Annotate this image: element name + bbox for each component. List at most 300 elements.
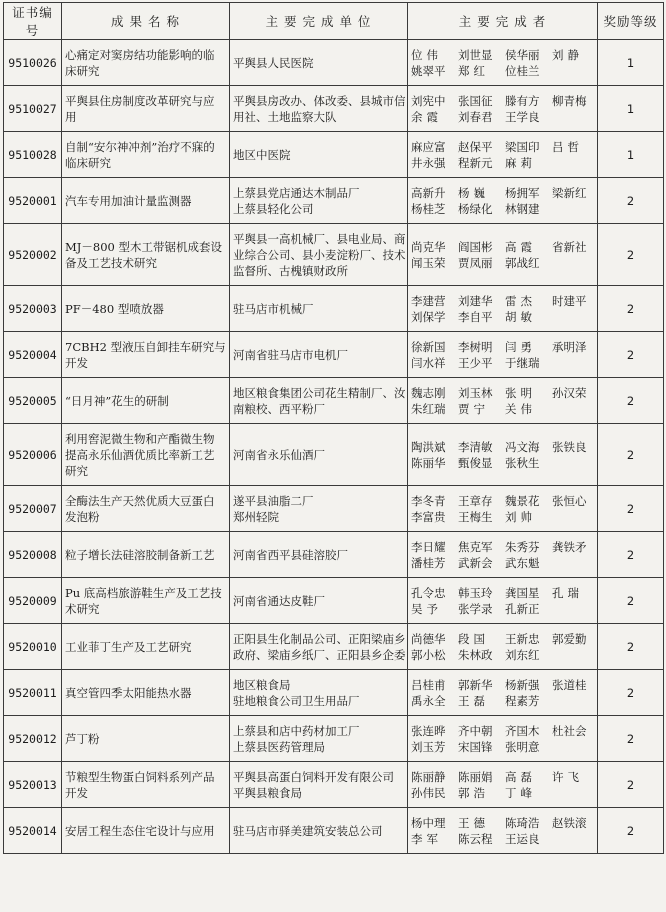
completer-name: 刘静 <box>552 47 583 62</box>
completer-name: 麻应富 <box>411 139 446 154</box>
completing-unit <box>230 532 408 578</box>
completing-unit-line: 上蔡县和店中药材加工厂 <box>233 723 360 738</box>
completers <box>408 40 598 86</box>
completing-unit <box>230 224 408 286</box>
completer-name: 杨新强 <box>505 677 540 692</box>
project-name <box>62 486 230 532</box>
completers <box>408 286 598 332</box>
completer-name: 梁国印 <box>505 139 540 154</box>
completer-name: 齐中朝 <box>458 723 493 738</box>
completer-name: 孙汉荣 <box>552 385 587 400</box>
completing-unit <box>230 424 408 486</box>
completers-line <box>411 585 594 601</box>
award-level: 2 <box>598 378 664 424</box>
table-row <box>4 624 664 670</box>
completer-name: 焦克军 <box>458 539 493 554</box>
completers-line <box>411 647 594 663</box>
completers <box>408 224 598 286</box>
completers-line <box>411 769 594 785</box>
completer-name: 武新会 <box>458 555 493 570</box>
project-name-line: 开发 <box>65 785 88 800</box>
completing-unit <box>230 332 408 378</box>
completer-name: 段国 <box>458 631 489 646</box>
award-level: 2 <box>598 808 664 854</box>
completing-unit-line: 上蔡县轻化公司 <box>233 201 314 216</box>
award-level: 2 <box>598 624 664 670</box>
project-name <box>62 424 230 486</box>
cert-number: 9520010 <box>4 624 62 670</box>
table-row <box>4 578 664 624</box>
project-name-line: 开发 <box>65 355 88 370</box>
completer-name: 魏景花 <box>505 493 540 508</box>
completers-line <box>411 239 594 255</box>
award-level: 2 <box>598 286 664 332</box>
project-name-line: 平舆县住房制度改革研究与应 <box>65 93 215 108</box>
completer-name: 林钢建 <box>505 201 540 216</box>
completer-name: 滕有方 <box>505 93 540 108</box>
table-row <box>4 670 664 716</box>
cert-number: 9510026 <box>4 40 62 86</box>
completers-line <box>411 155 594 171</box>
completer-name: 胡敏 <box>505 309 536 324</box>
award-level: 2 <box>598 762 664 808</box>
header-people: 主 要 完 成 者 <box>408 3 598 40</box>
completing-unit-line: 地区粮食集团公司花生精制厂、汝 <box>233 385 406 400</box>
completer-name: 禹永全 <box>411 693 446 708</box>
completers-line <box>411 493 594 509</box>
completer-name: 吕哲 <box>552 139 583 154</box>
completing-unit-line: 河南省驻马店市电机厂 <box>233 347 348 362</box>
completer-name: 杨中理 <box>411 815 446 830</box>
completer-name: 杜社会 <box>552 723 587 738</box>
table-row <box>4 486 664 532</box>
completer-name: 梁新红 <box>552 185 587 200</box>
project-name <box>62 532 230 578</box>
project-name-line: 自制“安尔神冲剂”治疗不寐的 <box>65 139 215 154</box>
cert-number: 9520005 <box>4 378 62 424</box>
completer-name: 麻莉 <box>505 155 536 170</box>
award-level: 2 <box>598 332 664 378</box>
project-name-line: MJ－800 型木工带锯机成套设 <box>65 239 222 254</box>
completer-name: 高霞 <box>505 239 536 254</box>
award-table <box>3 2 664 854</box>
completers-line <box>411 93 594 109</box>
completers-line <box>411 355 594 371</box>
project-name-line: 用 <box>65 109 77 124</box>
table-row <box>4 716 664 762</box>
completers-line <box>411 385 594 401</box>
project-name-line: 提高永乐仙酒优质比率新工艺 <box>65 447 215 462</box>
completing-unit-line: 上蔡县党店通达木制品厂 <box>233 185 360 200</box>
project-name-line: 心痛定对窦房结功能影响的临 <box>65 47 215 62</box>
completers-line <box>411 309 594 325</box>
project-name-line: 临床研究 <box>65 155 111 170</box>
project-name-line: 真空管四季太阳能热水器 <box>65 685 192 700</box>
completers-line <box>411 785 594 801</box>
completing-unit-line: 郑州轻院 <box>233 509 279 524</box>
project-name <box>62 332 230 378</box>
completers-line <box>411 255 594 271</box>
cert-number: 9520002 <box>4 224 62 286</box>
completers-line <box>411 693 594 709</box>
header-project: 成 果 名 称 <box>62 3 230 40</box>
completer-name: 闫勇 <box>505 339 536 354</box>
completer-name: 朱秀芬 <box>505 539 540 554</box>
completer-name: 郑红 <box>458 63 489 78</box>
completing-unit-line: 平舆县房改办、体改委、县城市信 <box>233 93 406 108</box>
completer-name: 朱红瑞 <box>411 401 446 416</box>
completer-name: 姚翠平 <box>411 63 446 78</box>
completer-name: 刘玉芳 <box>411 739 446 754</box>
completer-name: 王梅生 <box>458 509 493 524</box>
project-name <box>62 224 230 286</box>
completing-unit-line: 南粮校、西平粉厂 <box>233 401 325 416</box>
table-row <box>4 762 664 808</box>
completing-unit-line: 驻地粮食公司卫生用品厂 <box>233 693 360 708</box>
completing-unit <box>230 40 408 86</box>
completer-name: 齐国木 <box>505 723 540 738</box>
completer-name: 吴予 <box>411 601 442 616</box>
project-name-line: 术研究 <box>65 601 100 616</box>
completing-unit <box>230 378 408 424</box>
completer-name: 时建平 <box>552 293 587 308</box>
project-name-line: 研究 <box>65 463 88 478</box>
completer-name: 陶洪斌 <box>411 439 446 454</box>
completer-name: 王德 <box>458 815 489 830</box>
project-name <box>62 132 230 178</box>
completers <box>408 332 598 378</box>
table-row <box>4 224 664 286</box>
completing-unit <box>230 178 408 224</box>
award-level: 2 <box>598 486 664 532</box>
completing-unit <box>230 716 408 762</box>
completers-line <box>411 185 594 201</box>
completer-name: 吕桂甫 <box>411 677 446 692</box>
completer-name: 韩玉玲 <box>458 585 493 600</box>
completing-unit-line: 平舆县一高机械厂、县电业局、商 <box>233 231 406 246</box>
completer-name: 刘帅 <box>505 509 536 524</box>
project-name <box>62 808 230 854</box>
completer-name: 杨桂芝 <box>411 201 446 216</box>
cert-number: 9520008 <box>4 532 62 578</box>
completer-name: 张秋生 <box>505 455 540 470</box>
completer-name: 尚德华 <box>411 631 446 646</box>
completers <box>408 716 598 762</box>
completer-name: 许飞 <box>552 769 583 784</box>
completers-line <box>411 831 594 847</box>
project-name-line: 7CBH2 型液压自卸挂车研究与 <box>65 339 226 354</box>
project-name-line: Pu 底高档旅游鞋生产及工艺技 <box>65 585 222 600</box>
completer-name: 龚铁矛 <box>552 539 587 554</box>
cert-number: 9520001 <box>4 178 62 224</box>
completers-line <box>411 109 594 125</box>
cert-number: 9520011 <box>4 670 62 716</box>
cert-number: 9520013 <box>4 762 62 808</box>
completers-line <box>411 455 594 471</box>
completer-name: 王磊 <box>458 693 489 708</box>
table-row <box>4 332 664 378</box>
completing-unit-line: 用社、土地监察大队 <box>233 109 337 124</box>
completer-name: 杨绿化 <box>458 201 493 216</box>
award-level: 2 <box>598 578 664 624</box>
award-level: 2 <box>598 716 664 762</box>
completers-line <box>411 439 594 455</box>
completer-name: 张明意 <box>505 739 540 754</box>
completer-name: 陈丽娟 <box>458 769 493 784</box>
completer-name: 王运良 <box>505 831 540 846</box>
completer-name: 闻玉荣 <box>411 255 446 270</box>
completers-line <box>411 555 594 571</box>
completer-name: 程新元 <box>458 155 493 170</box>
completers <box>408 578 598 624</box>
completing-unit-line: 地区粮食局 <box>233 677 291 692</box>
completer-name: 李树明 <box>458 339 493 354</box>
completer-name: 宋国锋 <box>458 739 493 754</box>
completer-name: 贾宁 <box>458 401 489 416</box>
completer-name: 承明泽 <box>552 339 587 354</box>
completers <box>408 378 598 424</box>
project-name <box>62 86 230 132</box>
completing-unit-line: 监督所、古槐镇财政所 <box>233 263 348 278</box>
completer-name: 井永强 <box>411 155 446 170</box>
completers <box>408 808 598 854</box>
completer-name: 赵铁滚 <box>552 815 587 830</box>
completer-name: 张道桂 <box>552 677 587 692</box>
project-name <box>62 578 230 624</box>
completer-name: 陈琦浩 <box>505 815 540 830</box>
completer-name: 高磊 <box>505 769 536 784</box>
table-row <box>4 40 664 86</box>
completers-line <box>411 539 594 555</box>
project-name-line: 全酶法生产天然优质大豆蛋白 <box>65 493 215 508</box>
completers <box>408 86 598 132</box>
completer-name: 刘建华 <box>458 293 493 308</box>
completer-name: 李冬青 <box>411 493 446 508</box>
award-level: 2 <box>598 224 664 286</box>
completer-name: 徐新国 <box>411 339 446 354</box>
completing-unit-line: 驻马店市驿美建筑安装总公司 <box>233 823 383 838</box>
completer-name: 王章存 <box>458 493 493 508</box>
award-level: 1 <box>598 40 664 86</box>
completer-name: 陈云程 <box>458 831 493 846</box>
completer-name: 刘春君 <box>458 109 493 124</box>
completer-name: 冯文海 <box>505 439 540 454</box>
award-level: 1 <box>598 86 664 132</box>
completer-name: 甄俊显 <box>458 455 493 470</box>
table-row <box>4 86 664 132</box>
project-name-line: 节粮型生物蛋白饲料系列产品 <box>65 769 215 784</box>
completer-name: 郭新华 <box>458 677 493 692</box>
completers-line <box>411 509 594 525</box>
completer-name: 张明 <box>505 385 536 400</box>
completers-line <box>411 201 594 217</box>
table-row <box>4 178 664 224</box>
project-name-line: 利用窖泥微生物和产酯微生物 <box>65 431 215 446</box>
award-level: 2 <box>598 178 664 224</box>
completers-line <box>411 601 594 617</box>
project-name <box>62 178 230 224</box>
completer-name: 郭爱勤 <box>552 631 587 646</box>
completer-name: 刘宪中 <box>411 93 446 108</box>
completing-unit-line: 驻马店市机械厂 <box>233 301 314 316</box>
completer-name: 于继瑞 <box>505 355 540 370</box>
completer-name: 陈丽静 <box>411 769 446 784</box>
completer-name: 柳青梅 <box>552 93 587 108</box>
completer-name: 杨拥军 <box>505 185 540 200</box>
completers <box>408 178 598 224</box>
completer-name: 陈丽华 <box>411 455 446 470</box>
completer-name: 刘保学 <box>411 309 446 324</box>
completer-name: 龚国星 <box>505 585 540 600</box>
completer-name: 郭小松 <box>411 647 446 662</box>
completer-name: 李自平 <box>458 309 493 324</box>
completers <box>408 624 598 670</box>
completers-line <box>411 293 594 309</box>
completer-name: 侯华丽 <box>505 47 540 62</box>
table-row <box>4 808 664 854</box>
table-row <box>4 132 664 178</box>
completer-name: 李清敏 <box>458 439 493 454</box>
completers-line <box>411 63 594 79</box>
project-name <box>62 670 230 716</box>
project-name <box>62 716 230 762</box>
completers-line <box>411 815 594 831</box>
completer-name: 省新社 <box>552 239 587 254</box>
completer-name: 李军 <box>411 831 442 846</box>
cert-number: 9520012 <box>4 716 62 762</box>
project-name <box>62 286 230 332</box>
header-cert: 证书编号 <box>4 3 62 40</box>
completing-unit <box>230 132 408 178</box>
completer-name: 孔令忠 <box>411 585 446 600</box>
cert-number: 9520014 <box>4 808 62 854</box>
completers <box>408 132 598 178</box>
project-name-line: PF－480 型喷放器 <box>65 301 164 316</box>
completers-line <box>411 739 594 755</box>
completing-unit <box>230 624 408 670</box>
completer-name: 郭浩 <box>458 785 489 800</box>
completing-unit-line: 正阳县生化制品公司、正阳梁庙乡 <box>233 631 406 646</box>
completing-unit <box>230 762 408 808</box>
completing-unit-line: 平舆县粮食局 <box>233 785 302 800</box>
completers-line <box>411 47 594 63</box>
completing-unit-line: 政府、梁庙乡纸厂、正阳县乡企委 <box>233 647 406 662</box>
table-row <box>4 286 664 332</box>
completer-name: 余霞 <box>411 109 442 124</box>
completer-name: 孙伟民 <box>411 785 446 800</box>
completer-name: 王新忠 <box>505 631 540 646</box>
completing-unit <box>230 578 408 624</box>
award-level: 1 <box>598 132 664 178</box>
completer-name: 阎国彬 <box>458 239 493 254</box>
completing-unit-line: 遂平县油脂二厂 <box>233 493 314 508</box>
completers <box>408 762 598 808</box>
completing-unit-line: 河南省西平县硅溶胶厂 <box>233 547 348 562</box>
project-name-line: 芦丁粉 <box>65 731 100 746</box>
award-level: 2 <box>598 424 664 486</box>
completer-name: 李建营 <box>411 293 446 308</box>
completer-name: 程素芳 <box>505 693 540 708</box>
completing-unit-line: 河南省通达皮鞋厂 <box>233 593 325 608</box>
completer-name: 雷杰 <box>505 293 536 308</box>
completers <box>408 532 598 578</box>
completer-name: 王少平 <box>458 355 493 370</box>
completer-name: 潘桂芳 <box>411 555 446 570</box>
completing-unit-line: 平舆县高蛋白饲料开发有限公司 <box>233 769 394 784</box>
completer-name: 赵保平 <box>458 139 493 154</box>
completing-unit-line: 河南省永乐仙酒厂 <box>233 447 325 462</box>
completer-name: 王学良 <box>505 109 540 124</box>
cert-number: 9520004 <box>4 332 62 378</box>
cert-number: 9520006 <box>4 424 62 486</box>
table-row <box>4 378 664 424</box>
completing-unit <box>230 86 408 132</box>
completer-name: 丁峰 <box>505 785 536 800</box>
completer-name: 魏志刚 <box>411 385 446 400</box>
completers <box>408 486 598 532</box>
completing-unit <box>230 286 408 332</box>
completer-name: 张国征 <box>458 93 493 108</box>
completers-line <box>411 677 594 693</box>
completer-name: 张学录 <box>458 601 493 616</box>
table-row <box>4 532 664 578</box>
project-name-line: 床研究 <box>65 63 100 78</box>
completer-name: 杨巍 <box>458 185 489 200</box>
project-name <box>62 762 230 808</box>
table-header <box>4 3 664 40</box>
completer-name: 张连晔 <box>411 723 446 738</box>
completer-name: 刘东红 <box>505 647 540 662</box>
completer-name: 位桂兰 <box>505 63 540 78</box>
cert-number: 9520007 <box>4 486 62 532</box>
completing-unit-line: 上蔡县医药管理局 <box>233 739 325 754</box>
completers-line <box>411 339 594 355</box>
completing-unit-line: 业综合公司、县小麦淀粉厂、技术 <box>233 247 406 262</box>
award-level: 2 <box>598 670 664 716</box>
completers-line <box>411 139 594 155</box>
project-name-line: “日月神”花生的研制 <box>65 393 169 408</box>
completing-unit-line: 地区中医院 <box>233 147 291 162</box>
table-row <box>4 424 664 486</box>
project-name <box>62 378 230 424</box>
cert-number: 9520003 <box>4 286 62 332</box>
completer-name: 闫水祥 <box>411 355 446 370</box>
project-name-line: 粒子增长法硅溶胶制备新工艺 <box>65 547 215 562</box>
project-name <box>62 40 230 86</box>
completer-name: 孔新正 <box>505 601 540 616</box>
completer-name: 关伟 <box>505 401 536 416</box>
completers-line <box>411 631 594 647</box>
completing-unit <box>230 486 408 532</box>
completing-unit <box>230 670 408 716</box>
completing-unit-line: 平舆县人民医院 <box>233 55 314 70</box>
completer-name: 朱林政 <box>458 647 493 662</box>
completer-name: 李富贵 <box>411 509 446 524</box>
completer-name: 位伟 <box>411 47 442 62</box>
completer-name: 李日耀 <box>411 539 446 554</box>
cert-number: 9510028 <box>4 132 62 178</box>
completer-name: 武东魁 <box>505 555 540 570</box>
completer-name: 高新升 <box>411 185 446 200</box>
completers-line <box>411 723 594 739</box>
cert-number: 9520009 <box>4 578 62 624</box>
completers <box>408 424 598 486</box>
header-level: 奖励等级 <box>598 3 664 40</box>
cert-number: 9510027 <box>4 86 62 132</box>
table-body <box>4 40 664 854</box>
completer-name: 张铁良 <box>552 439 587 454</box>
completer-name: 郭战红 <box>505 255 540 270</box>
